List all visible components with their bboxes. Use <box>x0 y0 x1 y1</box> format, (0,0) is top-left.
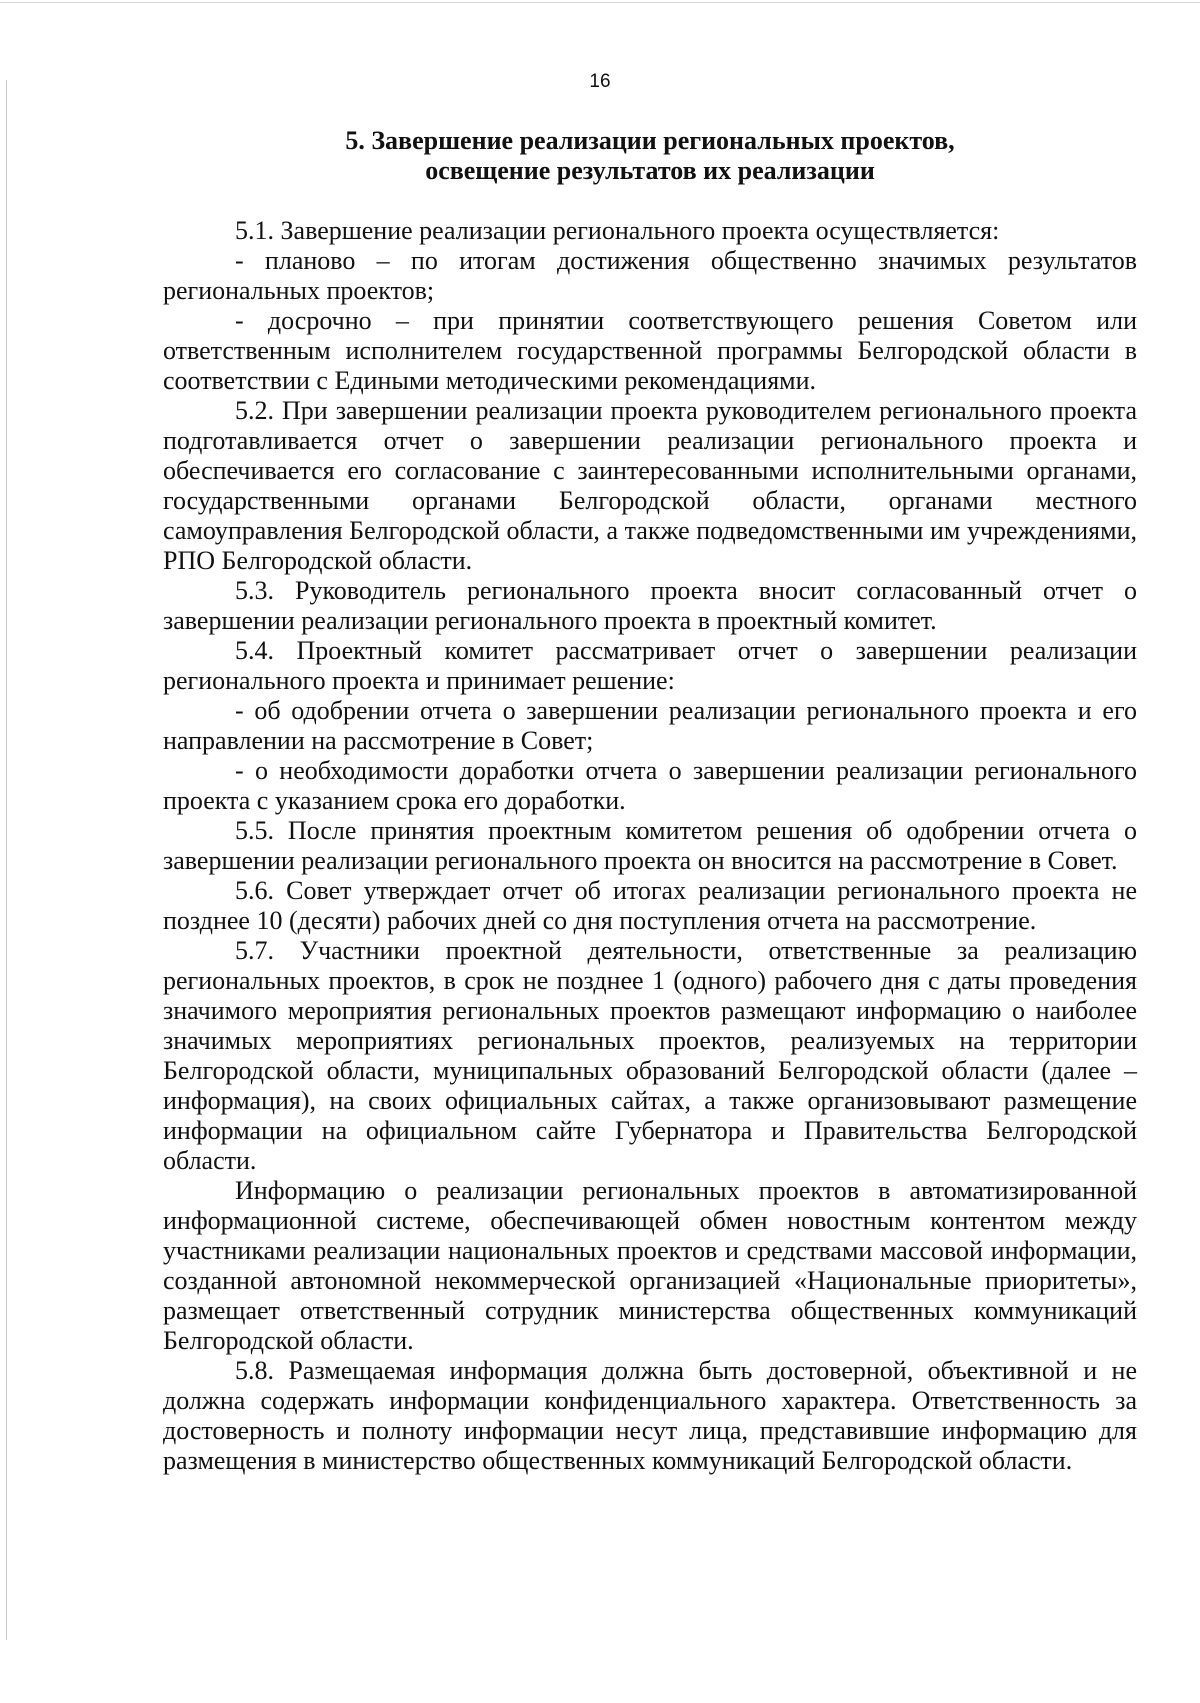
body-text <box>163 216 1137 1476</box>
paragraph-5-1-planned: - планово – по итогам достижения общественно значимых результатов региональных проектов; <box>163 246 1137 305</box>
scan-edge-top <box>0 2 1200 3</box>
paragraph-5-8: 5.8. Размещаемая информация должна быть достоверной, объективной и не должна содержать информации конфиденциального характера. Ответственность за достоверность и полноту информации несут лица, представившие информацию для размещения в министерство общественных коммуникаций Белгородской области. <box>163 1356 1137 1475</box>
paragraph-5-4-approval: - об одобрении отчета о завершении реализации регионального проекта и его направлении на рассмотрение в Совет; <box>163 696 1137 755</box>
scan-edge-left <box>6 80 7 1640</box>
section-heading-line-2: освещение результатов их реализации <box>425 156 875 185</box>
paragraph-5-4: 5.4. Проектный комитет рассматривает отчет о завершении реализации регионального проекта и принимает решение: <box>163 636 1137 695</box>
section-heading-line-1: 5. Завершение реализации региональных проектов, <box>345 126 955 155</box>
page-number: 16 <box>589 71 611 92</box>
section-heading <box>170 126 1130 186</box>
paragraph-5-1-early: - досрочно – при принятии соответствующего решения Советом или ответственным исполнителем государственной программы Белгородской области в соответствии с Едиными методическими рекомендациями. <box>163 306 1137 395</box>
paragraph-5-5: 5.5. После принятия проектным комитетом решения об одобрении отчета о завершении реализации регионального проекта он вносится на рассмотрение в Совет. <box>163 816 1137 875</box>
paragraph-5-4-revision: - о необходимости доработки отчета о завершении реализации регионального проекта с указанием срока его доработки. <box>163 756 1137 815</box>
paragraph-5-7: 5.7. Участники проектной деятельности, ответственные за реализацию региональных проектов, в срок не позднее 1 (одного) рабочего дня с даты проведения значимого мероприятия региональных проектов размещают информацию о наиболее значимых мероприятиях региональных проектов, реализуемых на территории Белгородской области, муниципальных образований Белгородской области (далее – информация), на своих официальных сайтах, а также организовывают размещение информации на официальном сайте Губернатора и Правительства Белгородской области. <box>163 936 1137 1175</box>
paragraph-5-6: 5.6. Совет утверждает отчет об итогах реализации регионального проекта не позднее 10 (десяти) рабочих дней со дня поступления отчета на рассмотрение. <box>163 876 1137 935</box>
paragraph-5-7-information: Информацию о реализации региональных проектов в автоматизированной информационной системе, обеспечивающей обмен новостным контентом между участниками реализации национальных проектов и средствами массовой информации, созданной автономной некоммерческой организацией «Национальные приоритеты», размещает ответственный сотрудник министерства общественных коммуникаций Белгородской области. <box>163 1176 1137 1355</box>
paragraph-5-2: 5.2. При завершении реализации проекта руководителем регионального проекта подготавливается отчет о завершении реализации регионального проекта и обеспечивается его согласование с заинтересованными исполнительными органами, государственными органами Белгородской области, органами местного самоуправления Белгородской области, а также подведомственными им учреждениями, РПО Белгородской области. <box>163 396 1137 575</box>
paragraph-5-1: 5.1. Завершение реализации регионального проекта осуществляется: <box>235 216 1000 245</box>
paragraph-5-3: 5.3. Руководитель регионального проекта вносит согласованный отчет о завершении реализации регионального проекта в проектный комитет. <box>163 576 1137 635</box>
